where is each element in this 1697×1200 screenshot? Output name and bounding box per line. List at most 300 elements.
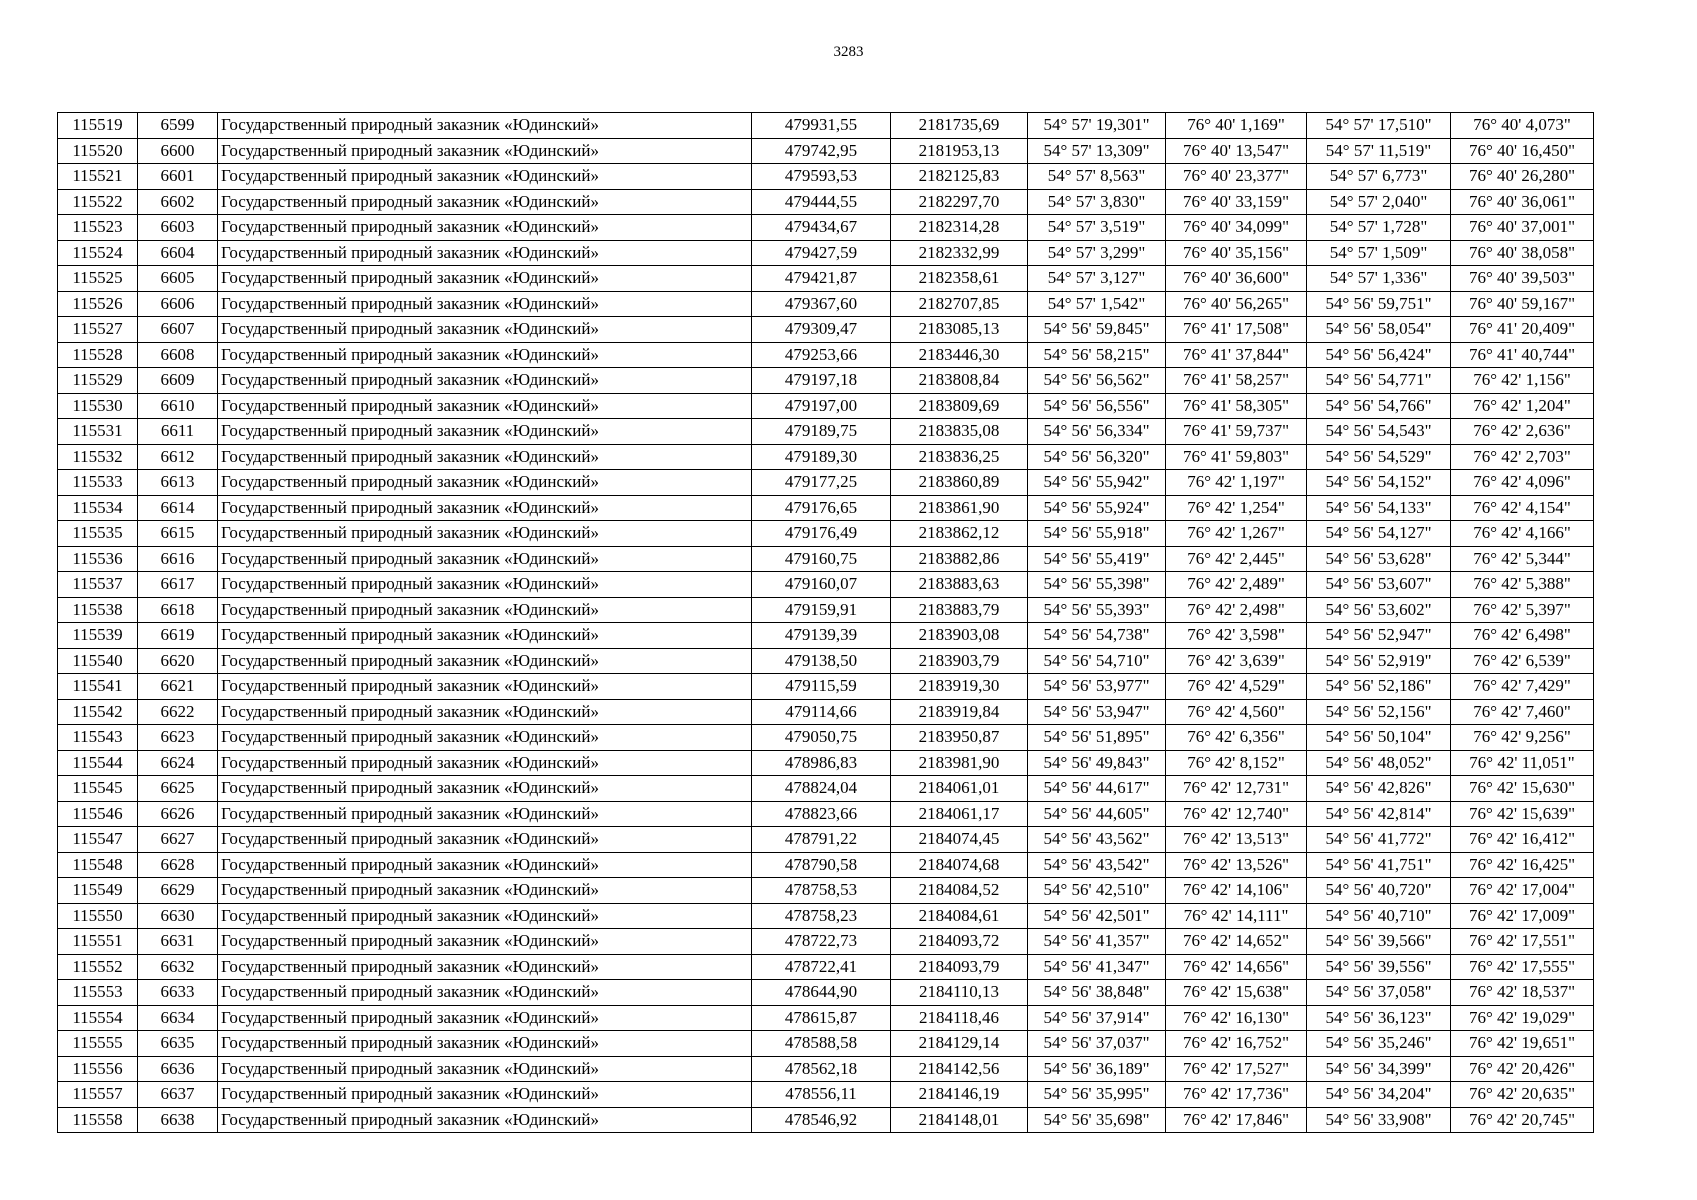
y-coordinate-cell: 2183809,69 — [891, 393, 1028, 419]
longitude-1-cell: 76° 42' 3,598" — [1166, 623, 1307, 649]
longitude-2-cell: 76° 42' 19,651" — [1451, 1031, 1594, 1057]
y-coordinate-cell: 2183446,30 — [891, 342, 1028, 368]
longitude-1-cell: 76° 40' 13,547" — [1166, 138, 1307, 164]
table-row — [58, 903, 1594, 929]
latitude-1-cell: 54° 56' 55,918" — [1028, 521, 1166, 547]
x-coordinate-cell: 479115,59 — [752, 674, 891, 700]
record-id-cell: 115540 — [58, 648, 138, 674]
y-coordinate-cell: 2183085,13 — [891, 317, 1028, 343]
point-number-cell: 6632 — [138, 954, 218, 980]
x-coordinate-cell: 479197,00 — [752, 393, 891, 419]
table-row — [58, 266, 1594, 292]
x-coordinate-cell: 478824,04 — [752, 776, 891, 802]
longitude-1-cell: 76° 42' 1,197" — [1166, 470, 1307, 496]
reserve-name-cell: Государственный природный заказник «Юдинский» — [218, 878, 752, 904]
latitude-1-cell: 54° 56' 42,510" — [1028, 878, 1166, 904]
latitude-2-cell: 54° 56' 37,058" — [1307, 980, 1451, 1006]
point-number-cell: 6600 — [138, 138, 218, 164]
longitude-2-cell: 76° 42' 5,388" — [1451, 572, 1594, 598]
y-coordinate-cell: 2183860,89 — [891, 470, 1028, 496]
x-coordinate-cell: 478644,90 — [752, 980, 891, 1006]
point-number-cell: 6621 — [138, 674, 218, 700]
longitude-1-cell: 76° 41' 59,803" — [1166, 444, 1307, 470]
point-number-cell: 6636 — [138, 1056, 218, 1082]
latitude-1-cell: 54° 57' 1,542" — [1028, 291, 1166, 317]
latitude-1-cell: 54° 56' 35,698" — [1028, 1107, 1166, 1133]
latitude-2-cell: 54° 57' 6,773" — [1307, 164, 1451, 190]
longitude-2-cell: 76° 42' 17,551" — [1451, 929, 1594, 955]
latitude-2-cell: 54° 57' 2,040" — [1307, 189, 1451, 215]
y-coordinate-cell: 2184074,68 — [891, 852, 1028, 878]
x-coordinate-cell: 479139,39 — [752, 623, 891, 649]
latitude-1-cell: 54° 57' 13,309" — [1028, 138, 1166, 164]
latitude-2-cell: 54° 56' 39,556" — [1307, 954, 1451, 980]
table-row — [58, 878, 1594, 904]
point-number-cell: 6617 — [138, 572, 218, 598]
reserve-name-cell: Государственный природный заказник «Юдинский» — [218, 699, 752, 725]
longitude-2-cell: 76° 42' 18,537" — [1451, 980, 1594, 1006]
reserve-name-cell: Государственный природный заказник «Юдинский» — [218, 674, 752, 700]
longitude-1-cell: 76° 42' 14,656" — [1166, 954, 1307, 980]
point-number-cell: 6634 — [138, 1005, 218, 1031]
y-coordinate-cell: 2184118,46 — [891, 1005, 1028, 1031]
point-number-cell: 6624 — [138, 750, 218, 776]
longitude-1-cell: 76° 42' 4,560" — [1166, 699, 1307, 725]
reserve-name-cell: Государственный природный заказник «Юдинский» — [218, 419, 752, 445]
latitude-2-cell: 54° 56' 41,772" — [1307, 827, 1451, 853]
reserve-name-cell: Государственный природный заказник «Юдинский» — [218, 852, 752, 878]
longitude-1-cell: 76° 42' 2,445" — [1166, 546, 1307, 572]
longitude-2-cell: 76° 42' 9,256" — [1451, 725, 1594, 751]
record-id-cell: 115555 — [58, 1031, 138, 1057]
longitude-2-cell: 76° 42' 5,397" — [1451, 597, 1594, 623]
reserve-name-cell: Государственный природный заказник «Юдинский» — [218, 113, 752, 139]
latitude-1-cell: 54° 57' 19,301" — [1028, 113, 1166, 139]
reserve-name-cell: Государственный природный заказник «Юдинский» — [218, 954, 752, 980]
record-id-cell: 115524 — [58, 240, 138, 266]
longitude-1-cell: 76° 42' 8,152" — [1166, 750, 1307, 776]
x-coordinate-cell: 479160,75 — [752, 546, 891, 572]
table-row — [58, 368, 1594, 394]
reserve-name-cell: Государственный природный заказник «Юдинский» — [218, 342, 752, 368]
x-coordinate-cell: 478791,22 — [752, 827, 891, 853]
latitude-1-cell: 54° 56' 36,189" — [1028, 1056, 1166, 1082]
reserve-name-cell: Государственный природный заказник «Юдинский» — [218, 393, 752, 419]
reserve-name-cell: Государственный природный заказник «Юдинский» — [218, 827, 752, 853]
reserve-name-cell: Государственный природный заказник «Юдинский» — [218, 266, 752, 292]
reserve-name-cell: Государственный природный заказник «Юдинский» — [218, 444, 752, 470]
reserve-name-cell: Государственный природный заказник «Юдинский» — [218, 597, 752, 623]
record-id-cell: 115519 — [58, 113, 138, 139]
point-number-cell: 6630 — [138, 903, 218, 929]
longitude-2-cell: 76° 42' 2,636" — [1451, 419, 1594, 445]
longitude-1-cell: 76° 42' 13,526" — [1166, 852, 1307, 878]
x-coordinate-cell: 478546,92 — [752, 1107, 891, 1133]
point-number-cell: 6607 — [138, 317, 218, 343]
x-coordinate-cell: 478758,53 — [752, 878, 891, 904]
longitude-2-cell: 76° 42' 15,639" — [1451, 801, 1594, 827]
latitude-2-cell: 54° 56' 35,246" — [1307, 1031, 1451, 1057]
longitude-2-cell: 76° 42' 11,051" — [1451, 750, 1594, 776]
table-row — [58, 113, 1594, 139]
longitude-2-cell: 76° 42' 6,539" — [1451, 648, 1594, 674]
x-coordinate-cell: 479434,67 — [752, 215, 891, 241]
latitude-2-cell: 54° 56' 54,771" — [1307, 368, 1451, 394]
y-coordinate-cell: 2184061,01 — [891, 776, 1028, 802]
latitude-1-cell: 54° 56' 37,914" — [1028, 1005, 1166, 1031]
reserve-name-cell: Государственный природный заказник «Юдинский» — [218, 521, 752, 547]
latitude-2-cell: 54° 56' 34,399" — [1307, 1056, 1451, 1082]
longitude-1-cell: 76° 42' 12,740" — [1166, 801, 1307, 827]
longitude-2-cell: 76° 40' 26,280" — [1451, 164, 1594, 190]
y-coordinate-cell: 2184093,79 — [891, 954, 1028, 980]
x-coordinate-cell: 478615,87 — [752, 1005, 891, 1031]
latitude-2-cell: 54° 56' 53,607" — [1307, 572, 1451, 598]
latitude-2-cell: 54° 56' 52,919" — [1307, 648, 1451, 674]
longitude-2-cell: 76° 40' 36,061" — [1451, 189, 1594, 215]
y-coordinate-cell: 2183808,84 — [891, 368, 1028, 394]
y-coordinate-cell: 2183835,08 — [891, 419, 1028, 445]
point-number-cell: 6612 — [138, 444, 218, 470]
y-coordinate-cell: 2181953,13 — [891, 138, 1028, 164]
longitude-1-cell: 76° 40' 35,156" — [1166, 240, 1307, 266]
record-id-cell: 115528 — [58, 342, 138, 368]
longitude-2-cell: 76° 40' 59,167" — [1451, 291, 1594, 317]
latitude-1-cell: 54° 56' 59,845" — [1028, 317, 1166, 343]
x-coordinate-cell: 479189,30 — [752, 444, 891, 470]
longitude-2-cell: 76° 42' 17,555" — [1451, 954, 1594, 980]
point-number-cell: 6626 — [138, 801, 218, 827]
latitude-1-cell: 54° 56' 38,848" — [1028, 980, 1166, 1006]
longitude-2-cell: 76° 42' 4,166" — [1451, 521, 1594, 547]
reserve-name-cell: Государственный природный заказник «Юдинский» — [218, 189, 752, 215]
longitude-2-cell: 76° 42' 4,096" — [1451, 470, 1594, 496]
longitude-2-cell: 76° 42' 20,745" — [1451, 1107, 1594, 1133]
y-coordinate-cell: 2182297,70 — [891, 189, 1028, 215]
record-id-cell: 115526 — [58, 291, 138, 317]
latitude-2-cell: 54° 56' 52,186" — [1307, 674, 1451, 700]
table-row — [58, 572, 1594, 598]
x-coordinate-cell: 479427,59 — [752, 240, 891, 266]
y-coordinate-cell: 2183882,86 — [891, 546, 1028, 572]
longitude-2-cell: 76° 42' 20,426" — [1451, 1056, 1594, 1082]
latitude-1-cell: 54° 56' 41,357" — [1028, 929, 1166, 955]
table-row — [58, 648, 1594, 674]
point-number-cell: 6623 — [138, 725, 218, 751]
point-number-cell: 6631 — [138, 929, 218, 955]
latitude-1-cell: 54° 57' 3,830" — [1028, 189, 1166, 215]
longitude-2-cell: 76° 42' 17,004" — [1451, 878, 1594, 904]
latitude-2-cell: 54° 56' 39,566" — [1307, 929, 1451, 955]
longitude-1-cell: 76° 40' 34,099" — [1166, 215, 1307, 241]
record-id-cell: 115556 — [58, 1056, 138, 1082]
y-coordinate-cell: 2183862,12 — [891, 521, 1028, 547]
reserve-name-cell: Государственный природный заказник «Юдинский» — [218, 240, 752, 266]
latitude-1-cell: 54° 56' 44,605" — [1028, 801, 1166, 827]
longitude-2-cell: 76° 42' 16,412" — [1451, 827, 1594, 853]
coordinates-table — [57, 112, 1594, 1133]
longitude-1-cell: 76° 42' 14,652" — [1166, 929, 1307, 955]
record-id-cell: 115551 — [58, 929, 138, 955]
longitude-2-cell: 76° 42' 5,344" — [1451, 546, 1594, 572]
table-row — [58, 699, 1594, 725]
record-id-cell: 115537 — [58, 572, 138, 598]
reserve-name-cell: Государственный природный заказник «Юдинский» — [218, 138, 752, 164]
reserve-name-cell: Государственный природный заказник «Юдинский» — [218, 801, 752, 827]
point-number-cell: 6606 — [138, 291, 218, 317]
point-number-cell: 6599 — [138, 113, 218, 139]
longitude-1-cell: 76° 42' 13,513" — [1166, 827, 1307, 853]
record-id-cell: 115548 — [58, 852, 138, 878]
x-coordinate-cell: 479114,66 — [752, 699, 891, 725]
x-coordinate-cell: 478556,11 — [752, 1082, 891, 1108]
record-id-cell: 115549 — [58, 878, 138, 904]
record-id-cell: 115544 — [58, 750, 138, 776]
point-number-cell: 6619 — [138, 623, 218, 649]
longitude-2-cell: 76° 42' 19,029" — [1451, 1005, 1594, 1031]
point-number-cell: 6629 — [138, 878, 218, 904]
x-coordinate-cell: 478790,58 — [752, 852, 891, 878]
latitude-2-cell: 54° 56' 41,751" — [1307, 852, 1451, 878]
table-row — [58, 521, 1594, 547]
longitude-2-cell: 76° 41' 20,409" — [1451, 317, 1594, 343]
latitude-1-cell: 54° 56' 55,419" — [1028, 546, 1166, 572]
y-coordinate-cell: 2183919,30 — [891, 674, 1028, 700]
reserve-name-cell: Государственный природный заказник «Юдинский» — [218, 546, 752, 572]
table-row — [58, 980, 1594, 1006]
latitude-1-cell: 54° 56' 56,320" — [1028, 444, 1166, 470]
record-id-cell: 115538 — [58, 597, 138, 623]
table-row — [58, 1082, 1594, 1108]
reserve-name-cell: Государственный природный заказник «Юдинский» — [218, 1005, 752, 1031]
y-coordinate-cell: 2184146,19 — [891, 1082, 1028, 1108]
latitude-2-cell: 54° 56' 42,814" — [1307, 801, 1451, 827]
x-coordinate-cell: 478562,18 — [752, 1056, 891, 1082]
table-row — [58, 1031, 1594, 1057]
longitude-2-cell: 76° 42' 7,460" — [1451, 699, 1594, 725]
record-id-cell: 115527 — [58, 317, 138, 343]
x-coordinate-cell: 479159,91 — [752, 597, 891, 623]
longitude-1-cell: 76° 42' 17,527" — [1166, 1056, 1307, 1082]
x-coordinate-cell: 479309,47 — [752, 317, 891, 343]
table-row — [58, 929, 1594, 955]
record-id-cell: 115557 — [58, 1082, 138, 1108]
y-coordinate-cell: 2183883,79 — [891, 597, 1028, 623]
point-number-cell: 6603 — [138, 215, 218, 241]
longitude-1-cell: 76° 42' 2,489" — [1166, 572, 1307, 598]
longitude-2-cell: 76° 42' 6,498" — [1451, 623, 1594, 649]
record-id-cell: 115525 — [58, 266, 138, 292]
longitude-1-cell: 76° 41' 37,844" — [1166, 342, 1307, 368]
latitude-2-cell: 54° 56' 48,052" — [1307, 750, 1451, 776]
latitude-2-cell: 54° 56' 52,947" — [1307, 623, 1451, 649]
latitude-2-cell: 54° 56' 54,152" — [1307, 470, 1451, 496]
longitude-2-cell: 76° 42' 1,156" — [1451, 368, 1594, 394]
latitude-2-cell: 54° 57' 1,509" — [1307, 240, 1451, 266]
reserve-name-cell: Государственный природный заказник «Юдинский» — [218, 1107, 752, 1133]
longitude-1-cell: 76° 40' 23,377" — [1166, 164, 1307, 190]
latitude-2-cell: 54° 56' 40,720" — [1307, 878, 1451, 904]
latitude-2-cell: 54° 57' 11,519" — [1307, 138, 1451, 164]
longitude-2-cell: 76° 40' 37,001" — [1451, 215, 1594, 241]
latitude-2-cell: 54° 56' 54,127" — [1307, 521, 1451, 547]
x-coordinate-cell: 478758,23 — [752, 903, 891, 929]
longitude-2-cell: 76° 40' 39,503" — [1451, 266, 1594, 292]
longitude-1-cell: 76° 41' 59,737" — [1166, 419, 1307, 445]
longitude-2-cell: 76° 42' 20,635" — [1451, 1082, 1594, 1108]
reserve-name-cell: Государственный природный заказник «Юдинский» — [218, 470, 752, 496]
reserve-name-cell: Государственный природный заказник «Юдинский» — [218, 291, 752, 317]
record-id-cell: 115535 — [58, 521, 138, 547]
table-row — [58, 954, 1594, 980]
table-row — [58, 1056, 1594, 1082]
x-coordinate-cell: 478588,58 — [752, 1031, 891, 1057]
y-coordinate-cell: 2183836,25 — [891, 444, 1028, 470]
longitude-2-cell: 76° 41' 40,744" — [1451, 342, 1594, 368]
latitude-1-cell: 54° 56' 53,947" — [1028, 699, 1166, 725]
record-id-cell: 115532 — [58, 444, 138, 470]
latitude-1-cell: 54° 56' 53,977" — [1028, 674, 1166, 700]
latitude-2-cell: 54° 56' 53,602" — [1307, 597, 1451, 623]
latitude-2-cell: 54° 56' 34,204" — [1307, 1082, 1451, 1108]
y-coordinate-cell: 2182314,28 — [891, 215, 1028, 241]
record-id-cell: 115554 — [58, 1005, 138, 1031]
longitude-2-cell: 76° 42' 16,425" — [1451, 852, 1594, 878]
point-number-cell: 6601 — [138, 164, 218, 190]
point-number-cell: 6616 — [138, 546, 218, 572]
x-coordinate-cell: 479253,66 — [752, 342, 891, 368]
y-coordinate-cell: 2183981,90 — [891, 750, 1028, 776]
table-row — [58, 597, 1594, 623]
x-coordinate-cell: 478986,83 — [752, 750, 891, 776]
reserve-name-cell: Государственный природный заказник «Юдинский» — [218, 980, 752, 1006]
table-row — [58, 138, 1594, 164]
longitude-1-cell: 76° 42' 2,498" — [1166, 597, 1307, 623]
longitude-1-cell: 76° 41' 58,257" — [1166, 368, 1307, 394]
longitude-1-cell: 76° 40' 33,159" — [1166, 189, 1307, 215]
y-coordinate-cell: 2184142,56 — [891, 1056, 1028, 1082]
x-coordinate-cell: 478722,41 — [752, 954, 891, 980]
reserve-name-cell: Государственный природный заказник «Юдинский» — [218, 164, 752, 190]
y-coordinate-cell: 2183903,79 — [891, 648, 1028, 674]
latitude-2-cell: 54° 56' 36,123" — [1307, 1005, 1451, 1031]
longitude-1-cell: 76° 42' 17,846" — [1166, 1107, 1307, 1133]
longitude-2-cell: 76° 42' 7,429" — [1451, 674, 1594, 700]
longitude-1-cell: 76° 42' 4,529" — [1166, 674, 1307, 700]
reserve-name-cell: Государственный природный заказник «Юдинский» — [218, 215, 752, 241]
longitude-1-cell: 76° 42' 14,111" — [1166, 903, 1307, 929]
reserve-name-cell: Государственный природный заказник «Юдинский» — [218, 750, 752, 776]
latitude-1-cell: 54° 56' 55,398" — [1028, 572, 1166, 598]
reserve-name-cell: Государственный природный заказник «Юдинский» — [218, 648, 752, 674]
y-coordinate-cell: 2182125,83 — [891, 164, 1028, 190]
point-number-cell: 6635 — [138, 1031, 218, 1057]
latitude-2-cell: 54° 56' 42,826" — [1307, 776, 1451, 802]
table-row — [58, 393, 1594, 419]
latitude-1-cell: 54° 56' 35,995" — [1028, 1082, 1166, 1108]
point-number-cell: 6605 — [138, 266, 218, 292]
point-number-cell: 6610 — [138, 393, 218, 419]
y-coordinate-cell: 2184148,01 — [891, 1107, 1028, 1133]
y-coordinate-cell: 2182358,61 — [891, 266, 1028, 292]
table-row — [58, 164, 1594, 190]
latitude-1-cell: 54° 56' 56,562" — [1028, 368, 1166, 394]
latitude-2-cell: 54° 56' 58,054" — [1307, 317, 1451, 343]
y-coordinate-cell: 2183919,84 — [891, 699, 1028, 725]
longitude-2-cell: 76° 42' 1,204" — [1451, 393, 1594, 419]
record-id-cell: 115531 — [58, 419, 138, 445]
table-row — [58, 470, 1594, 496]
latitude-1-cell: 54° 56' 37,037" — [1028, 1031, 1166, 1057]
table-row — [58, 342, 1594, 368]
point-number-cell: 6604 — [138, 240, 218, 266]
latitude-2-cell: 54° 56' 54,543" — [1307, 419, 1451, 445]
record-id-cell: 115546 — [58, 801, 138, 827]
reserve-name-cell: Государственный природный заказник «Юдинский» — [218, 776, 752, 802]
point-number-cell: 6613 — [138, 470, 218, 496]
record-id-cell: 115534 — [58, 495, 138, 521]
table-row — [58, 291, 1594, 317]
point-number-cell: 6633 — [138, 980, 218, 1006]
longitude-1-cell: 76° 42' 15,638" — [1166, 980, 1307, 1006]
latitude-1-cell: 54° 56' 49,843" — [1028, 750, 1166, 776]
latitude-1-cell: 54° 56' 41,347" — [1028, 954, 1166, 980]
longitude-2-cell: 76° 40' 4,073" — [1451, 113, 1594, 139]
record-id-cell: 115529 — [58, 368, 138, 394]
point-number-cell: 6628 — [138, 852, 218, 878]
latitude-1-cell: 54° 56' 55,942" — [1028, 470, 1166, 496]
table-row — [58, 852, 1594, 878]
y-coordinate-cell: 2184129,14 — [891, 1031, 1028, 1057]
record-id-cell: 115533 — [58, 470, 138, 496]
latitude-2-cell: 54° 56' 40,710" — [1307, 903, 1451, 929]
table-row — [58, 801, 1594, 827]
record-id-cell: 115530 — [58, 393, 138, 419]
longitude-1-cell: 76° 42' 16,130" — [1166, 1005, 1307, 1031]
latitude-1-cell: 54° 56' 58,215" — [1028, 342, 1166, 368]
latitude-1-cell: 54° 57' 3,127" — [1028, 266, 1166, 292]
longitude-1-cell: 76° 40' 56,265" — [1166, 291, 1307, 317]
record-id-cell: 115558 — [58, 1107, 138, 1133]
point-number-cell: 6622 — [138, 699, 218, 725]
longitude-1-cell: 76° 40' 1,169" — [1166, 113, 1307, 139]
latitude-2-cell: 54° 56' 50,104" — [1307, 725, 1451, 751]
record-id-cell: 115542 — [58, 699, 138, 725]
longitude-1-cell: 76° 42' 16,752" — [1166, 1031, 1307, 1057]
record-id-cell: 115522 — [58, 189, 138, 215]
record-id-cell: 115521 — [58, 164, 138, 190]
y-coordinate-cell: 2184110,13 — [891, 980, 1028, 1006]
table-row — [58, 215, 1594, 241]
longitude-1-cell: 76° 40' 36,600" — [1166, 266, 1307, 292]
point-number-cell: 6638 — [138, 1107, 218, 1133]
y-coordinate-cell: 2182707,85 — [891, 291, 1028, 317]
longitude-2-cell: 76° 42' 17,009" — [1451, 903, 1594, 929]
table-row — [58, 776, 1594, 802]
x-coordinate-cell: 479444,55 — [752, 189, 891, 215]
x-coordinate-cell: 479189,75 — [752, 419, 891, 445]
latitude-2-cell: 54° 56' 59,751" — [1307, 291, 1451, 317]
latitude-1-cell: 54° 56' 44,617" — [1028, 776, 1166, 802]
longitude-2-cell: 76° 42' 15,630" — [1451, 776, 1594, 802]
longitude-1-cell: 76° 42' 1,254" — [1166, 495, 1307, 521]
record-id-cell: 115545 — [58, 776, 138, 802]
record-id-cell: 115520 — [58, 138, 138, 164]
latitude-2-cell: 54° 56' 54,766" — [1307, 393, 1451, 419]
longitude-1-cell: 76° 42' 14,106" — [1166, 878, 1307, 904]
y-coordinate-cell: 2181735,69 — [891, 113, 1028, 139]
latitude-1-cell: 54° 57' 3,519" — [1028, 215, 1166, 241]
